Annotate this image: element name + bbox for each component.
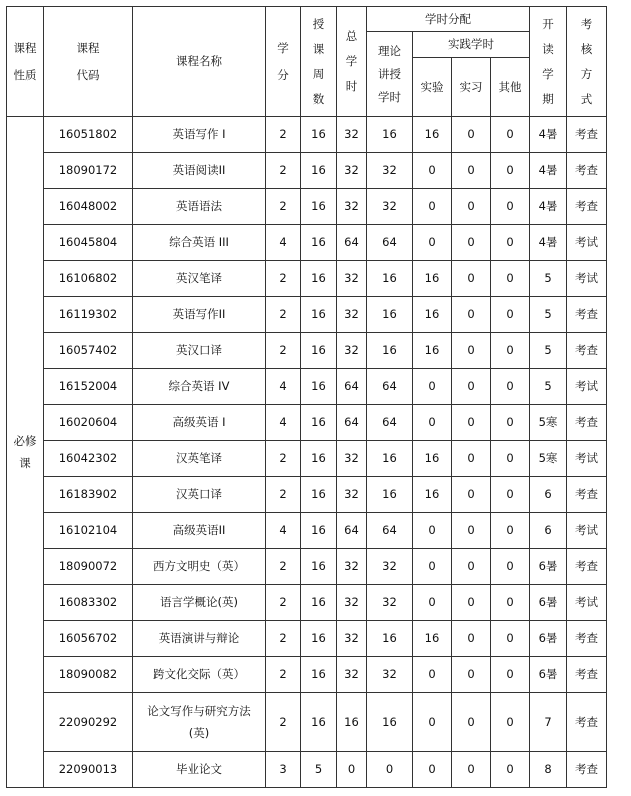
cell-assessment: 考试	[567, 369, 607, 405]
cell-name	[133, 693, 266, 752]
header-theory-hours	[367, 32, 413, 117]
cell-total: 64	[337, 369, 367, 405]
cell-semester: 4暑	[530, 117, 567, 153]
cell-other: 0	[491, 333, 530, 369]
cell-total: 32	[337, 585, 367, 621]
table-row	[7, 261, 607, 297]
cell-credits: 2	[266, 585, 301, 621]
header-course-type-line2: 性质	[13, 67, 37, 82]
cell-semester: 4暑	[530, 153, 567, 189]
cell-internship: 0	[452, 297, 491, 333]
header-teaching-weeks	[301, 7, 337, 117]
cell-theory: 32	[367, 549, 413, 585]
cell-semester: 6暑	[530, 621, 567, 657]
header-total-hours-line2: 学	[345, 54, 358, 68]
cell-weeks: 16	[301, 513, 337, 549]
cell-name: 高级英语 I	[133, 405, 266, 441]
cell-semester: 8	[530, 752, 567, 788]
table-row	[7, 693, 607, 752]
header-semester-line1: 开	[542, 16, 554, 31]
cell-name: 汉英笔译	[133, 441, 266, 477]
cell-other: 0	[491, 297, 530, 333]
cell-experiment: 0	[413, 225, 452, 261]
cell-name: 语言学概论(英)	[133, 585, 266, 621]
cell-experiment: 16	[413, 477, 452, 513]
cell-total: 32	[337, 333, 367, 369]
cell-assessment: 考查	[567, 189, 607, 225]
table-row	[7, 405, 607, 441]
cell-total: 32	[337, 261, 367, 297]
cell-internship: 0	[452, 693, 491, 752]
header-semester-line4: 期	[542, 91, 554, 106]
cell-total: 16	[337, 693, 367, 752]
cell-total: 32	[337, 477, 367, 513]
header-teaching-weeks-line2: 课	[312, 41, 325, 56]
header-theory-hours-line2: 讲授	[378, 66, 401, 81]
cell-theory: 16	[367, 333, 413, 369]
cell-name: 西方文明史（英）	[133, 549, 266, 585]
cell-name: 综合英语 III	[133, 225, 266, 261]
header-experiment: 实验	[413, 58, 452, 117]
cell-theory: 32	[367, 189, 413, 225]
cell-code: 16102104	[44, 513, 133, 549]
cell-weeks: 16	[301, 225, 337, 261]
header-theory-hours-line1: 理论	[378, 43, 401, 58]
cell-total: 64	[337, 225, 367, 261]
cell-theory: 64	[367, 513, 413, 549]
cell-assessment: 考试	[567, 261, 607, 297]
cell-weeks: 16	[301, 549, 337, 585]
cell-theory: 64	[367, 225, 413, 261]
cell-credits: 2	[266, 549, 301, 585]
header-total-hours-line3: 时	[345, 79, 358, 93]
cell-credits: 2	[266, 693, 301, 752]
cell-semester: 5	[530, 369, 567, 405]
cell-weeks: 5	[301, 752, 337, 788]
cell-name: 跨文化交际（英）	[133, 657, 266, 693]
cell-other: 0	[491, 405, 530, 441]
cell-other: 0	[491, 441, 530, 477]
cell-code: 16119302	[44, 297, 133, 333]
cell-experiment: 0	[413, 693, 452, 752]
cell-internship: 0	[452, 117, 491, 153]
cell-other: 0	[491, 189, 530, 225]
header-practice-hours: 实践学时	[413, 32, 530, 58]
cell-experiment: 16	[413, 333, 452, 369]
cell-credits: 2	[266, 477, 301, 513]
course-table-container	[6, 6, 607, 788]
cell-experiment: 16	[413, 441, 452, 477]
cell-theory: 16	[367, 693, 413, 752]
cell-assessment: 考查	[567, 657, 607, 693]
cell-assessment: 考试	[567, 441, 607, 477]
cell-internship: 0	[452, 225, 491, 261]
cell-code: 16051802	[44, 117, 133, 153]
table-row	[7, 333, 607, 369]
cell-code: 16083302	[44, 585, 133, 621]
cell-name: 英语语法	[133, 189, 266, 225]
cell-weeks: 16	[301, 333, 337, 369]
cell-internship: 0	[452, 153, 491, 189]
cell-semester: 4暑	[530, 189, 567, 225]
table-row	[7, 513, 607, 549]
cell-name: 综合英语 IV	[133, 369, 266, 405]
cell-code: 22090292	[44, 693, 133, 752]
cell-other: 0	[491, 585, 530, 621]
cell-assessment: 考查	[567, 693, 607, 752]
cell-name: 汉英口译	[133, 477, 266, 513]
cell-theory: 16	[367, 441, 413, 477]
cell-name: 英汉笔译	[133, 261, 266, 297]
cell-internship: 0	[452, 585, 491, 621]
header-theory-hours-line3: 学时	[378, 89, 401, 104]
cell-internship: 0	[452, 261, 491, 297]
table-row	[7, 477, 607, 513]
header-other: 其他	[491, 58, 530, 117]
cell-other: 0	[491, 225, 530, 261]
header-credits-line1: 学	[277, 40, 289, 55]
cell-theory: 16	[367, 477, 413, 513]
cell-theory: 16	[367, 261, 413, 297]
table-row	[7, 297, 607, 333]
cell-experiment: 16	[413, 117, 452, 153]
header-total-hours	[337, 7, 367, 117]
cell-internship: 0	[452, 752, 491, 788]
cell-credits: 4	[266, 225, 301, 261]
table-row	[7, 225, 607, 261]
header-row-1	[7, 7, 607, 32]
cell-code: 18090172	[44, 153, 133, 189]
cell-semester: 6暑	[530, 549, 567, 585]
cell-assessment: 考查	[567, 405, 607, 441]
header-course-code	[44, 7, 133, 117]
cell-semester: 6	[530, 477, 567, 513]
cell-credits: 2	[266, 333, 301, 369]
cell-weeks: 16	[301, 477, 337, 513]
cell-other: 0	[491, 261, 530, 297]
course-type-cell	[7, 117, 44, 788]
cell-assessment: 考试	[567, 585, 607, 621]
cell-semester: 5	[530, 333, 567, 369]
cell-experiment: 16	[413, 621, 452, 657]
cell-total: 64	[337, 405, 367, 441]
cell-internship: 0	[452, 549, 491, 585]
cell-experiment: 0	[413, 752, 452, 788]
cell-total: 0	[337, 752, 367, 788]
cell-weeks: 16	[301, 297, 337, 333]
cell-experiment: 0	[413, 189, 452, 225]
cell-credits: 2	[266, 621, 301, 657]
course-schedule-table	[6, 6, 607, 788]
cell-credits: 2	[266, 657, 301, 693]
cell-code: 16045804	[44, 225, 133, 261]
cell-weeks: 16	[301, 585, 337, 621]
cell-code: 18090072	[44, 549, 133, 585]
cell-theory: 64	[367, 369, 413, 405]
header-assessment-line2: 核	[580, 41, 593, 56]
header-course-type-line1: 课程	[13, 40, 37, 55]
cell-total: 32	[337, 441, 367, 477]
cell-assessment: 考查	[567, 752, 607, 788]
cell-theory: 64	[367, 405, 413, 441]
table-row	[7, 117, 607, 153]
cell-theory: 32	[367, 585, 413, 621]
cell-theory: 0	[367, 752, 413, 788]
cell-credits: 2	[266, 189, 301, 225]
cell-other: 0	[491, 153, 530, 189]
cell-name: 英语写作 I	[133, 117, 266, 153]
header-hours-distribution: 学时分配	[367, 7, 530, 32]
table-row	[7, 585, 607, 621]
table-row	[7, 549, 607, 585]
cell-weeks: 16	[301, 657, 337, 693]
cell-total: 32	[337, 189, 367, 225]
cell-weeks: 16	[301, 693, 337, 752]
cell-experiment: 0	[413, 549, 452, 585]
cell-name: 高级英语II	[133, 513, 266, 549]
cell-name: 英汉口译	[133, 333, 266, 369]
cell-semester: 4暑	[530, 225, 567, 261]
cell-credits: 4	[266, 369, 301, 405]
cell-other: 0	[491, 657, 530, 693]
cell-assessment: 考查	[567, 549, 607, 585]
header-assessment	[567, 7, 607, 117]
cell-experiment: 0	[413, 369, 452, 405]
cell-other: 0	[491, 117, 530, 153]
table-row	[7, 369, 607, 405]
cell-total: 32	[337, 549, 367, 585]
cell-total: 32	[337, 297, 367, 333]
cell-internship: 0	[452, 513, 491, 549]
cell-experiment: 16	[413, 261, 452, 297]
cell-internship: 0	[452, 621, 491, 657]
cell-internship: 0	[452, 405, 491, 441]
table-row	[7, 441, 607, 477]
table-row	[7, 189, 607, 225]
cell-name: 英语阅读II	[133, 153, 266, 189]
cell-name: 英语演讲与辩论	[133, 621, 266, 657]
cell-credits: 2	[266, 261, 301, 297]
cell-internship: 0	[452, 657, 491, 693]
cell-assessment: 考查	[567, 477, 607, 513]
cell-other: 0	[491, 477, 530, 513]
cell-code: 18090082	[44, 657, 133, 693]
header-credits	[266, 7, 301, 117]
cell-semester: 5寒	[530, 405, 567, 441]
header-assessment-line4: 式	[580, 91, 593, 106]
cell-weeks: 16	[301, 621, 337, 657]
cell-total: 32	[337, 117, 367, 153]
cell-total: 32	[337, 153, 367, 189]
cell-weeks: 16	[301, 189, 337, 225]
cell-credits: 2	[266, 441, 301, 477]
cell-experiment: 0	[413, 405, 452, 441]
cell-name: 英语写作II	[133, 297, 266, 333]
cell-weeks: 16	[301, 369, 337, 405]
header-teaching-weeks-line1: 授	[312, 16, 325, 31]
cell-assessment: 考查	[567, 297, 607, 333]
cell-assessment: 考试	[567, 513, 607, 549]
cell-theory: 16	[367, 297, 413, 333]
cell-experiment: 0	[413, 153, 452, 189]
cell-semester: 6	[530, 513, 567, 549]
cell-credits: 2	[266, 117, 301, 153]
header-course-code-line1: 课程	[76, 40, 100, 55]
cell-assessment: 考查	[567, 117, 607, 153]
cell-weeks: 16	[301, 117, 337, 153]
cell-experiment: 0	[413, 513, 452, 549]
header-course-code-line2: 代码	[76, 67, 100, 82]
cell-other: 0	[491, 693, 530, 752]
cell-theory: 32	[367, 657, 413, 693]
cell-experiment: 16	[413, 297, 452, 333]
cell-internship: 0	[452, 477, 491, 513]
cell-credits: 2	[266, 297, 301, 333]
cell-experiment: 0	[413, 657, 452, 693]
cell-credits: 4	[266, 513, 301, 549]
cell-theory: 16	[367, 117, 413, 153]
cell-other: 0	[491, 369, 530, 405]
cell-weeks: 16	[301, 405, 337, 441]
header-course-type	[7, 7, 44, 117]
cell-credits: 3	[266, 752, 301, 788]
cell-assessment: 考查	[567, 621, 607, 657]
cell-semester: 5	[530, 261, 567, 297]
header-teaching-weeks-line4: 数	[312, 91, 325, 106]
header-semester-line2: 读	[542, 41, 554, 56]
cell-name: 毕业论文	[133, 752, 266, 788]
cell-weeks: 16	[301, 441, 337, 477]
cell-code: 16048002	[44, 189, 133, 225]
cell-assessment: 考试	[567, 225, 607, 261]
cell-semester: 5寒	[530, 441, 567, 477]
cell-theory: 16	[367, 621, 413, 657]
course-name-line: (英)	[188, 726, 210, 740]
cell-code: 16106802	[44, 261, 133, 297]
cell-code: 16152004	[44, 369, 133, 405]
cell-internship: 0	[452, 369, 491, 405]
cell-code: 16020604	[44, 405, 133, 441]
cell-internship: 0	[452, 333, 491, 369]
cell-credits: 4	[266, 405, 301, 441]
course-name-line: 论文写作与研究方法	[147, 704, 251, 718]
cell-semester: 7	[530, 693, 567, 752]
header-assessment-line1: 考	[580, 16, 593, 31]
cell-credits: 2	[266, 153, 301, 189]
cell-assessment: 考查	[567, 153, 607, 189]
header-semester-line3: 学	[542, 66, 554, 81]
cell-theory: 32	[367, 153, 413, 189]
cell-other: 0	[491, 621, 530, 657]
header-total-hours-line1: 总	[345, 29, 358, 43]
cell-code: 16183902	[44, 477, 133, 513]
table-row	[7, 657, 607, 693]
header-internship: 实习	[452, 58, 491, 117]
cell-semester: 6暑	[530, 585, 567, 621]
cell-total: 32	[337, 621, 367, 657]
table-row	[7, 621, 607, 657]
cell-total: 64	[337, 513, 367, 549]
cell-experiment: 0	[413, 585, 452, 621]
cell-assessment: 考查	[567, 333, 607, 369]
header-semester	[530, 7, 567, 117]
cell-code: 16042302	[44, 441, 133, 477]
cell-other: 0	[491, 513, 530, 549]
cell-code: 16057402	[44, 333, 133, 369]
table-row	[7, 153, 607, 189]
cell-weeks: 16	[301, 153, 337, 189]
cell-other: 0	[491, 752, 530, 788]
cell-semester: 5	[530, 297, 567, 333]
cell-weeks: 16	[301, 261, 337, 297]
cell-code: 22090013	[44, 752, 133, 788]
cell-internship: 0	[452, 189, 491, 225]
cell-internship: 0	[452, 441, 491, 477]
course-type-line: 必修	[13, 434, 37, 448]
course-type-line: 课	[19, 456, 31, 470]
header-credits-line2: 分	[277, 67, 289, 82]
cell-total: 32	[337, 657, 367, 693]
header-teaching-weeks-line3: 周	[312, 66, 325, 81]
header-course-name: 课程名称	[133, 7, 266, 117]
table-row	[7, 752, 607, 788]
cell-code: 16056702	[44, 621, 133, 657]
header-assessment-line3: 方	[580, 66, 593, 81]
cell-semester: 6暑	[530, 657, 567, 693]
cell-other: 0	[491, 549, 530, 585]
